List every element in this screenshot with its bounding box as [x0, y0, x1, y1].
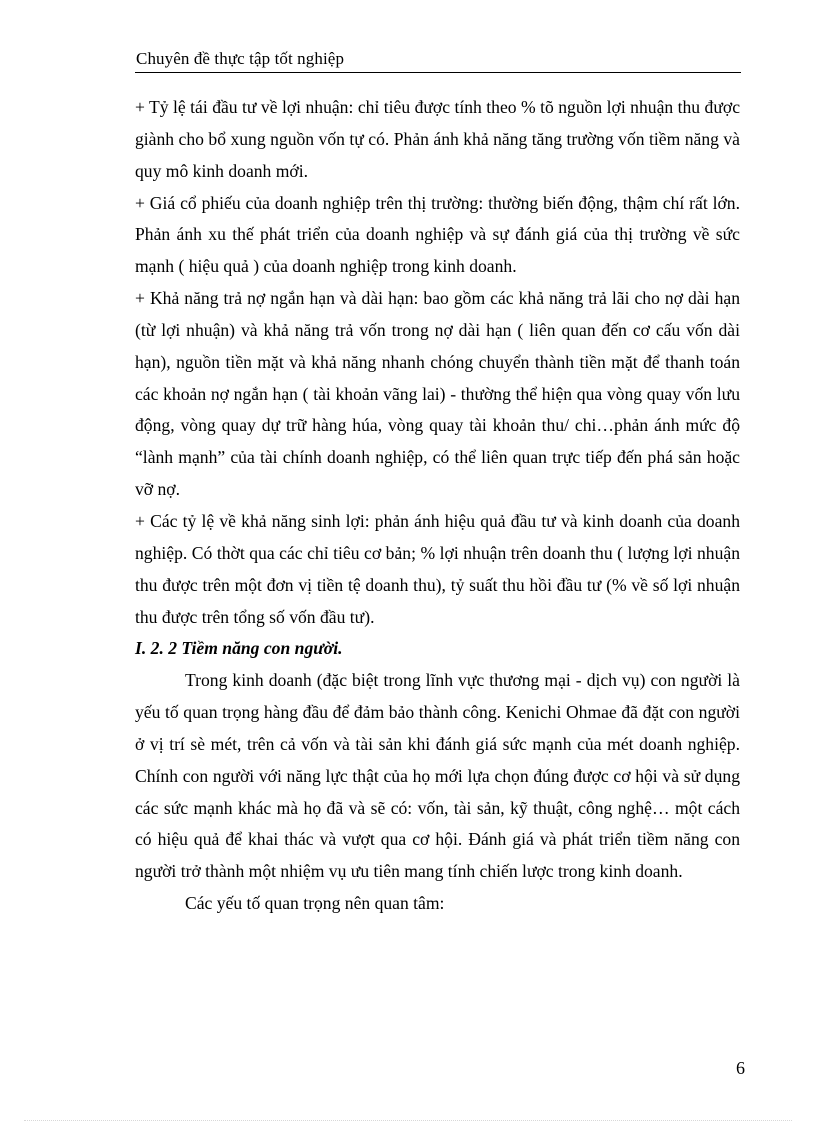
page-header [135, 48, 741, 73]
page-bottom-divider [24, 1120, 792, 1121]
paragraph-reinvestment-ratio: + Tỷ lệ tái đầu tư về lợi nhuận: chỉ tiêu được tính theo % tõ nguồn lợi nhuận thu được giành cho bổ xung nguồn vốn tự có. Phản ánh khả năng tăng trường vốn tiềm năng và quy mô kinh doanh mới. [135, 97, 740, 181]
paragraph-key-factors: Các yếu tố quan trọng nên quan tâm: [185, 893, 445, 914]
paragraph-share-price: + Giá cổ phiếu của doanh nghiệp trên thị trường: thường biến động, thậm chí rất lớn. Phản ánh xu thế phát triển của doanh nghiệp và sự đánh giá của thị trường về sức mạnh ( hiệu quả ) của doanh nghiệp trong kinh doanh. [135, 192, 740, 277]
paragraph-debt-repayment: + Khả năng trả nợ ngắn hạn và dài hạn: bao gồm các khả năng trả lãi cho nợ dài hạn (từ lợi nhuận) và khả năng trả vốn trong nợ dài hạn ( liên quan đến cơ cấu vốn dài hạn), nguồn tiền mặt và khả năng nhanh chóng chuyển thành tiền mặt để thanh toán các khoản nợ ngắn hạn ( tài khoản vãng lai) - thường thể hiện qua vòng quay vốn lưu động, vòng quay dự trữ hàng húa, vòng quay tài khoản thu/ chi…phản ánh mức độ “lành mạnh” của tài chính doanh nghiệp, có thể liên quan trực tiếp đến phá sản hoặc vỡ nợ. [135, 288, 740, 500]
paragraph-profitability-ratios: + Các tỷ lệ về khả năng sinh lợi: phản ánh hiệu quả đầu tư và kinh doanh của doanh nghiệp. Có thờt qua các chỉ tiêu cơ bản; % lợi nhuận trên doanh thu ( lượng lợi nhuận thu được trên một đơn vị tiền tệ doanh thu), tỷ suất thu hồi đầu tư (% về số lợi nhuận thu được trên tổng số vốn đầu tư). [135, 510, 740, 627]
section-heading: I. 2. 2 Tiềm năng con người. [135, 638, 343, 659]
paragraph-human-potential: Trong kinh doanh (đặc biệt trong lĩnh vực thương mại - dịch vụ) con người là yếu tố quan trọng hàng đầu để đảm bảo thành công. Kenichi Ohmae đã đặt con người ở vị trí sè mét, trên cả vốn và tài sản khi đánh giá sức mạnh của mét doanh nghiệp. Chính con người với năng lực thật của họ mới lựa chọn đúng được cơ hội và sử dụng các sức mạnh khác mà họ đã và sẽ có: vốn, tài sản, kỹ thuật, công nghệ… một cách có hiệu quả để khai thác và vượt qua cơ hội. Đánh giá và phát triển tiềm năng con người trở thành một nhiệm vụ ưu tiên mang tính chiến lược trong kinh doanh. [135, 670, 740, 882]
header-title: Chuyên đề thực tập tốt nghiệp [136, 49, 345, 68]
document-body [135, 92, 740, 920]
page-number: 6 [736, 1058, 745, 1078]
